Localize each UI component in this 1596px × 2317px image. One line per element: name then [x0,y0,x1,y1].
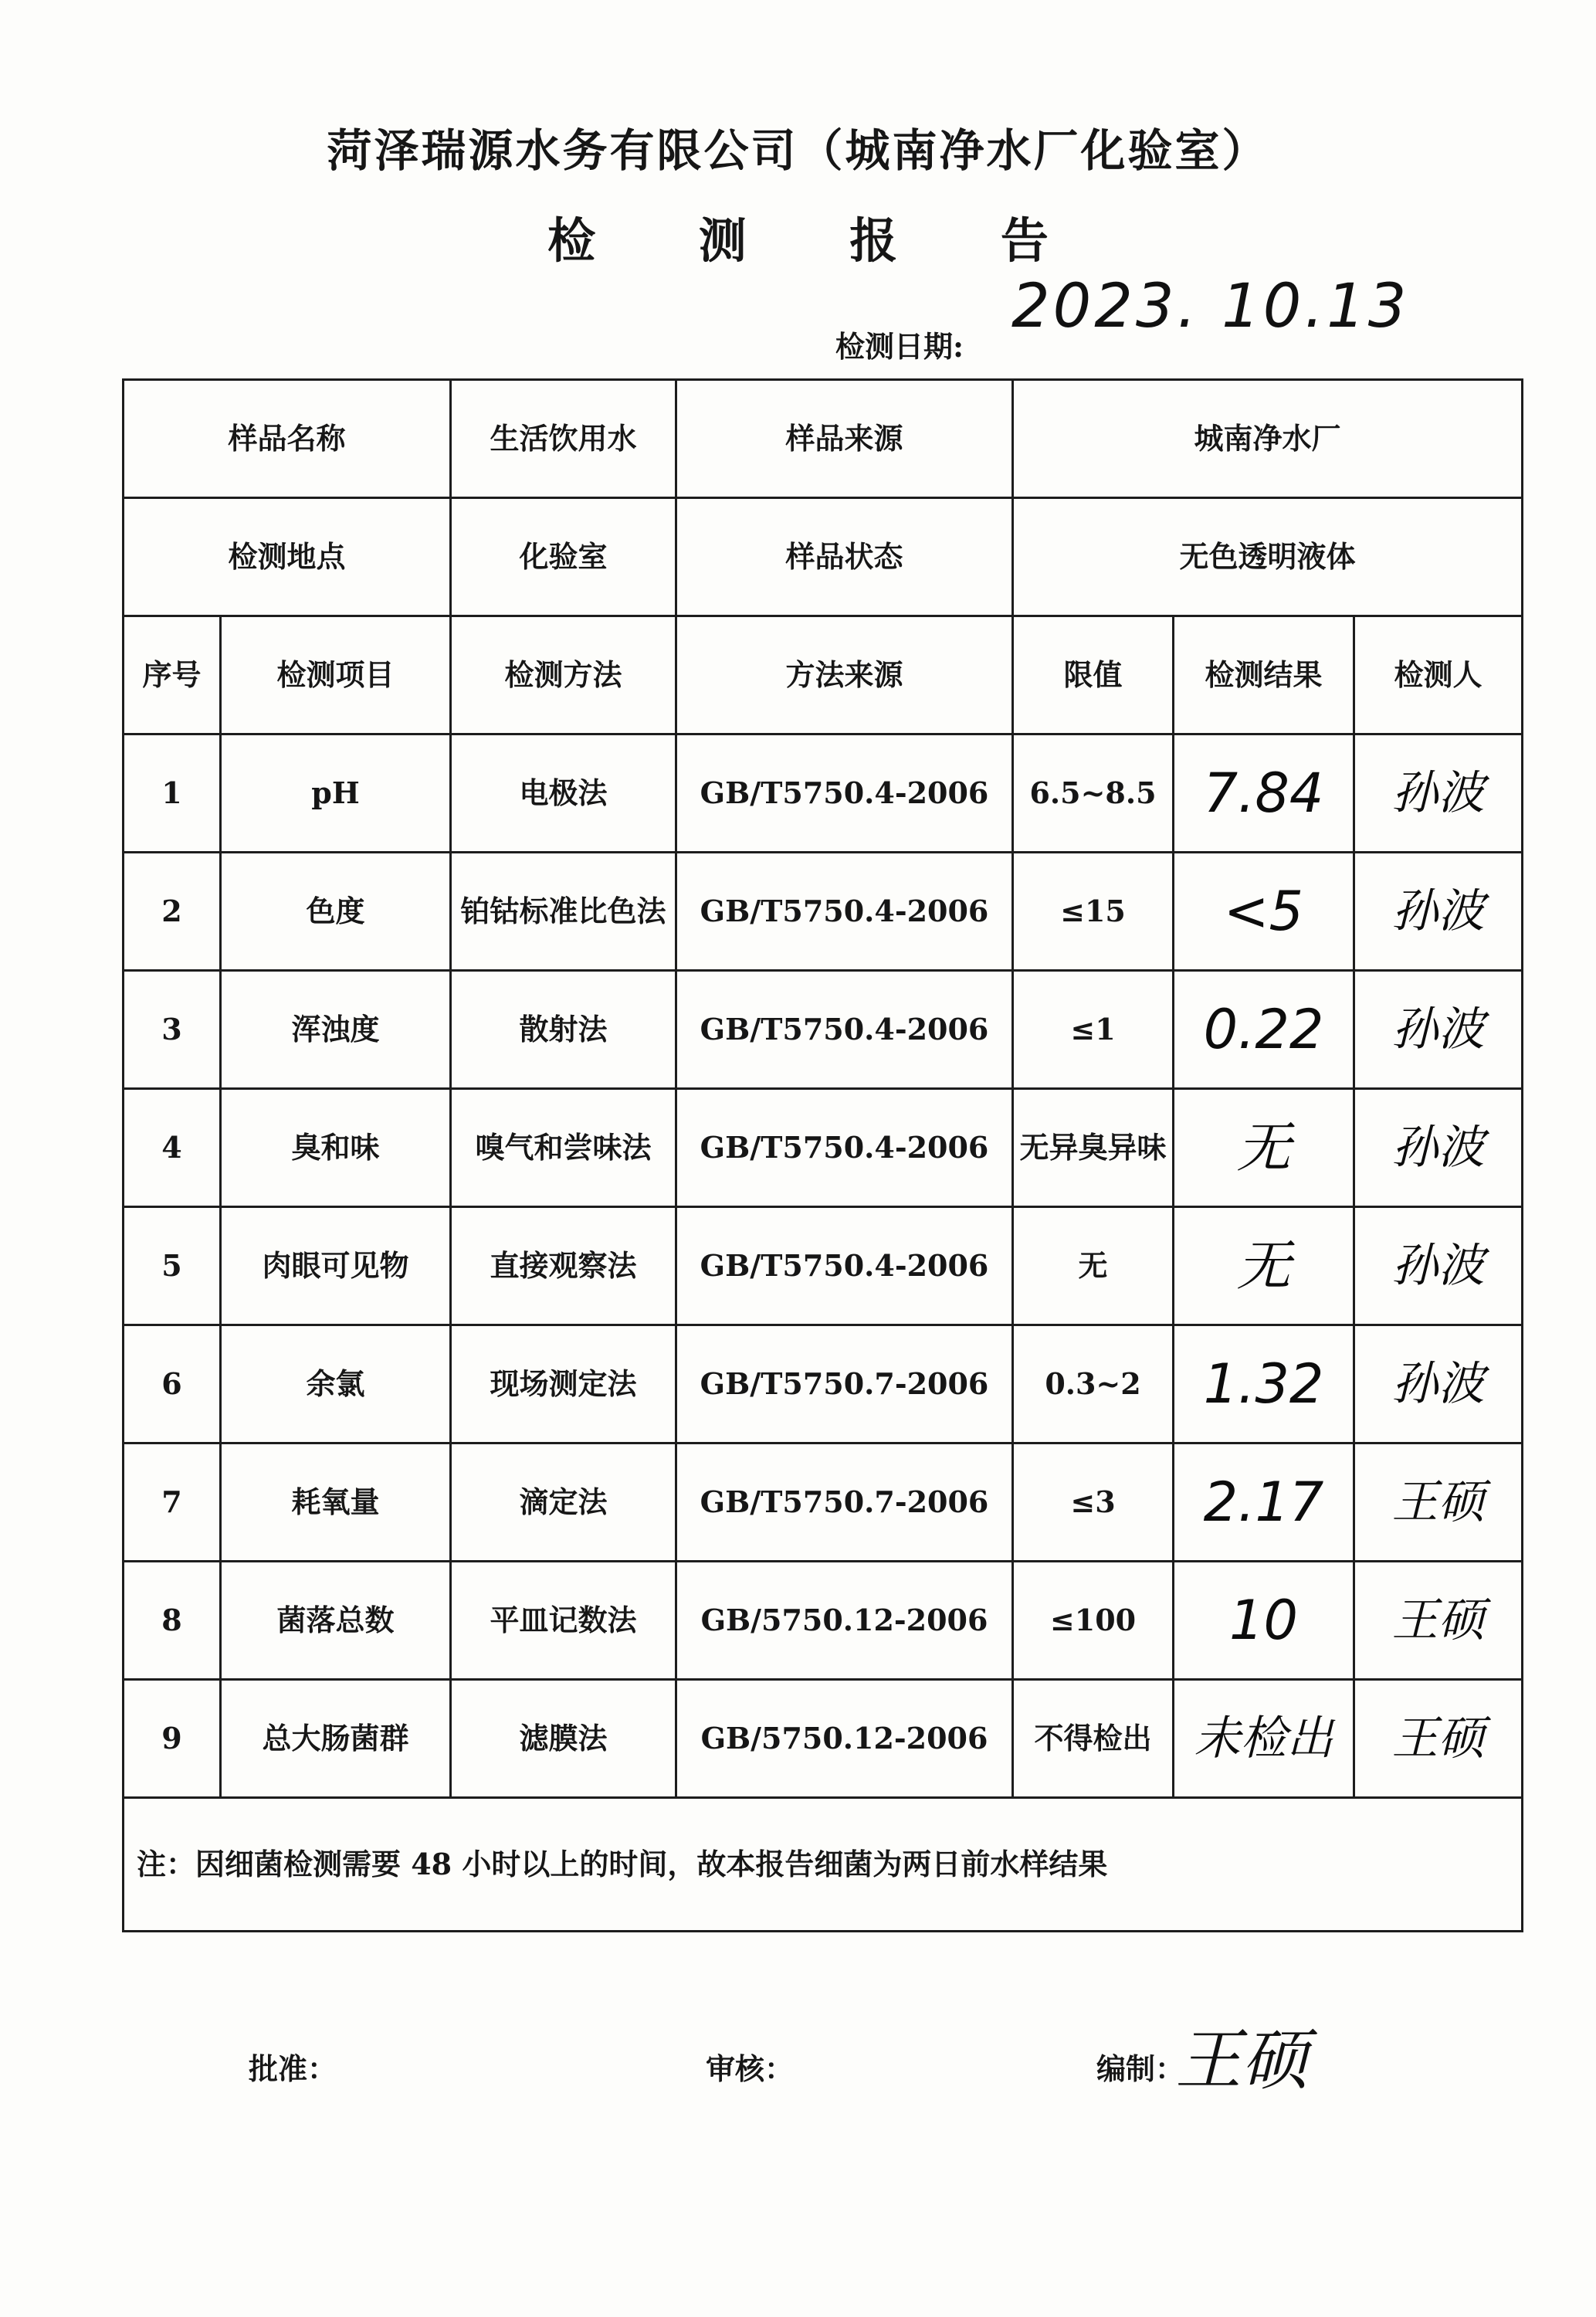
compile-label: 编制： [1096,2051,1185,2086]
row-result-handwritten: 2.17 [1174,1443,1354,1562]
row-item: 肉眼可见物 [221,1207,451,1325]
row-result-handwritten: 无 [1174,1207,1354,1325]
row-result-handwritten: 1.32 [1174,1325,1354,1443]
row-method: 滴定法 [451,1443,676,1562]
info-row-location [124,498,1523,616]
row-limit: ≤100 [1013,1562,1174,1680]
sample-source-value: 城南净水厂 [1013,380,1523,498]
note-row [124,1798,1523,1932]
sample-source-label: 样品来源 [676,380,1013,498]
row-source: GB/T5750.4-2006 [676,971,1013,1089]
row-method: 现场测定法 [451,1325,676,1443]
column-header-source: 方法来源 [676,616,1013,734]
row-source: GB/T5750.4-2006 [676,1089,1013,1207]
row-result-handwritten: 0.22 [1174,971,1354,1089]
row-limit: ≤3 [1013,1443,1174,1562]
row-item: 臭和味 [221,1089,451,1207]
row-no: 3 [124,971,221,1089]
sample-state-label: 样品状态 [676,498,1013,616]
row-tester-handwritten: 王硕 [1354,1562,1523,1680]
table-row [124,734,1523,853]
row-limit: 无 [1013,1207,1174,1325]
report-table [122,378,1523,1932]
row-limit: 0.3~2 [1013,1325,1174,1443]
row-limit: 6.5~8.5 [1013,734,1174,853]
table-row [124,853,1523,971]
column-header-row [124,616,1523,734]
row-method: 电极法 [451,734,676,853]
row-source: GB/T5750.7-2006 [676,1325,1013,1443]
column-header-tester: 检测人 [1354,616,1523,734]
row-source: GB/T5750.7-2006 [676,1443,1013,1562]
compile-signature-handwritten: 王硕 [1175,2022,1308,2099]
sample-name-value: 生活饮用水 [451,380,676,498]
date-label: 检测日期: [835,329,964,364]
table-row [124,1680,1523,1798]
row-limit: ≤1 [1013,971,1174,1089]
row-source: GB/T5750.4-2006 [676,853,1013,971]
row-method: 铂钴标准比色法 [451,853,676,971]
row-item: 菌落总数 [221,1562,451,1680]
row-result-handwritten: 无 [1174,1089,1354,1207]
row-tester-handwritten: 孙波 [1354,853,1523,971]
row-limit: ≤15 [1013,853,1174,971]
table-row [124,1443,1523,1562]
row-tester-handwritten: 王硕 [1354,1680,1523,1798]
row-no: 5 [124,1207,221,1325]
review-label: 审核： [706,2051,795,2086]
row-no: 8 [124,1562,221,1680]
row-tester-handwritten: 孙波 [1354,1207,1523,1325]
column-header-item: 检测项目 [221,616,451,734]
row-item: 色度 [221,853,451,971]
row-no: 9 [124,1680,221,1798]
row-tester-handwritten: 王硕 [1354,1443,1523,1562]
row-item: 浑浊度 [221,971,451,1089]
table-row [124,1207,1523,1325]
row-source: GB/5750.12-2006 [676,1562,1013,1680]
column-header-no: 序号 [124,616,221,734]
row-tester-handwritten: 孙波 [1354,1089,1523,1207]
row-no: 4 [124,1089,221,1207]
row-method: 直接观察法 [451,1207,676,1325]
row-tester-handwritten: 孙波 [1354,734,1523,853]
report-title: 检 测 报 告 [547,212,1092,269]
row-item: 耗氧量 [221,1443,451,1562]
row-limit: 无异臭异味 [1013,1089,1174,1207]
row-item: 总大肠菌群 [221,1680,451,1798]
table-row [124,1562,1523,1680]
row-limit: 不得检出 [1013,1680,1174,1798]
row-result-handwritten: 7.84 [1174,734,1354,853]
row-method: 嗅气和尝味法 [451,1089,676,1207]
row-source: GB/5750.12-2006 [676,1680,1013,1798]
approve-label: 批准： [249,2051,337,2086]
row-tester-handwritten: 孙波 [1354,971,1523,1089]
row-source: GB/T5750.4-2006 [676,734,1013,853]
row-no: 6 [124,1325,221,1443]
table-row [124,1089,1523,1207]
row-result-handwritten: <5 [1174,853,1354,971]
location-value: 化验室 [451,498,676,616]
sample-state-value: 无色透明液体 [1013,498,1523,616]
company-title: 菏泽瑞源水务有限公司（城南净水厂化验室） [327,124,1269,177]
row-no: 1 [124,734,221,853]
column-header-limit: 限值 [1013,616,1174,734]
column-header-method: 检测方法 [451,616,676,734]
row-result-handwritten: 未检出 [1174,1680,1354,1798]
report-note: 注：因细菌检测需要 48 小时以上的时间，故本报告细菌为两日前水样结果 [124,1798,1523,1932]
row-method: 滤膜法 [451,1680,676,1798]
sample-name-label: 样品名称 [124,380,451,498]
info-row-sample [124,380,1523,498]
row-result-handwritten: 10 [1174,1562,1354,1680]
table-row [124,971,1523,1089]
row-item: 余氯 [221,1325,451,1443]
location-label: 检测地点 [124,498,451,616]
row-tester-handwritten: 孙波 [1354,1325,1523,1443]
row-no: 2 [124,853,221,971]
date-value-handwritten: 2023. 10.13 [1011,272,1410,341]
row-no: 7 [124,1443,221,1562]
row-method: 散射法 [451,971,676,1089]
table-row [124,1325,1523,1443]
column-header-result: 检测结果 [1174,616,1354,734]
row-source: GB/T5750.4-2006 [676,1207,1013,1325]
row-method: 平皿记数法 [451,1562,676,1680]
row-item: pH [221,734,451,853]
